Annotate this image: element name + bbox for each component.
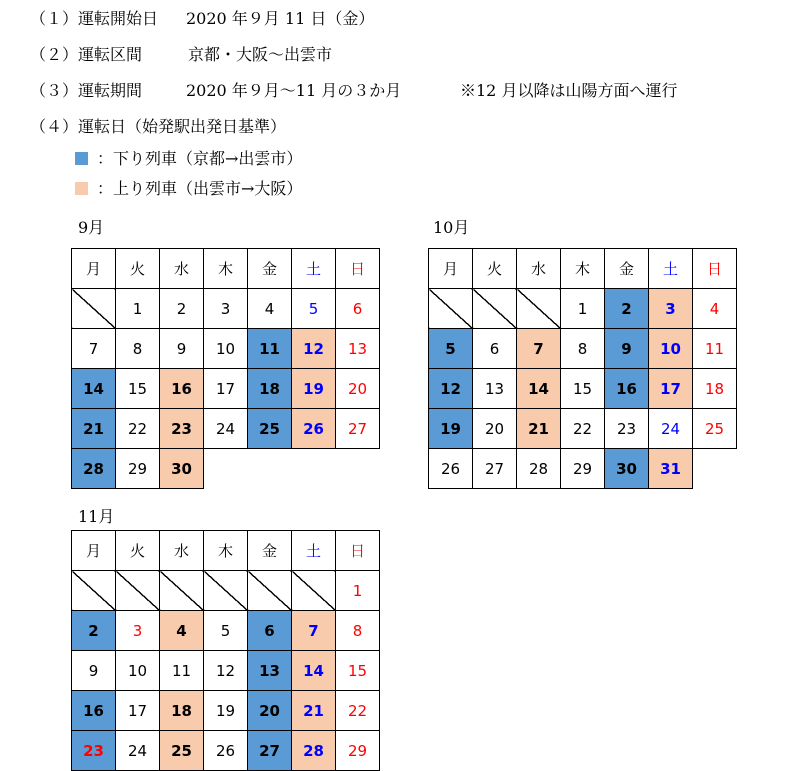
day-cell: 18: [160, 691, 204, 731]
day-cell: 20: [248, 691, 292, 731]
day-cell: 28: [292, 731, 336, 771]
day-cell: 18: [248, 369, 292, 409]
day-cell: 2: [160, 289, 204, 329]
day-cell: 24: [649, 409, 693, 449]
day-cell: 25: [248, 409, 292, 449]
day-cell: 5: [429, 329, 473, 369]
day-cell: 8: [116, 329, 160, 369]
day-cell: 27: [248, 731, 292, 771]
day-cell: 14: [292, 651, 336, 691]
blank-day-cell: [72, 571, 116, 611]
day-cell: 2: [72, 611, 116, 651]
day-cell: 26: [429, 449, 473, 489]
info-operation-days-label: （４）運転日（始発駅出発日基準）: [30, 117, 287, 136]
day-cell: 25: [160, 731, 204, 771]
info-route-label: （２）運転区間: [30, 45, 143, 64]
day-cell: 29: [336, 731, 380, 771]
day-cell: 4: [248, 289, 292, 329]
blank-day-cell: [116, 571, 160, 611]
day-cell: 10: [116, 651, 160, 691]
day-cell: 20: [473, 409, 517, 449]
weekday-header: 木: [204, 531, 248, 571]
weekday-header-row: [72, 531, 380, 571]
day-cell: 8: [561, 329, 605, 369]
week-row: [72, 611, 380, 651]
day-cell: 23: [605, 409, 649, 449]
day-cell: 11: [160, 651, 204, 691]
day-cell: 15: [336, 651, 380, 691]
day-cell: 11: [693, 329, 737, 369]
weekday-header: 木: [561, 249, 605, 289]
week-row: [72, 409, 380, 449]
day-cell: 10: [204, 329, 248, 369]
empty-cell: [292, 449, 336, 489]
weekday-header: 水: [160, 249, 204, 289]
weekday-header: 金: [605, 249, 649, 289]
day-cell: 23: [160, 409, 204, 449]
weekday-header: 金: [248, 531, 292, 571]
info-period-label: （３）運転期間: [30, 81, 143, 100]
day-cell: 24: [204, 409, 248, 449]
legend-down-text: ：下り列車（京都→出雲市）: [97, 149, 303, 168]
day-cell: 7: [72, 329, 116, 369]
blank-day-cell: [292, 571, 336, 611]
weekday-header: 土: [292, 249, 336, 289]
day-cell: 14: [72, 369, 116, 409]
info-period-note: ※12 月以降は山陽方面へ運行: [460, 81, 678, 100]
day-cell: 19: [292, 369, 336, 409]
month-title-sep: 9月: [78, 218, 105, 237]
day-cell: 21: [517, 409, 561, 449]
day-cell: 9: [72, 651, 116, 691]
day-cell: 13: [473, 369, 517, 409]
weekday-header-row: [429, 249, 737, 289]
info-start-date-label: （１）運転開始日: [30, 9, 159, 28]
weekday-header-row: [72, 249, 380, 289]
calendar-sep: [71, 248, 380, 489]
day-cell: 18: [693, 369, 737, 409]
week-row: [429, 409, 737, 449]
day-cell: 19: [429, 409, 473, 449]
weekday-header: 日: [693, 249, 737, 289]
day-cell: 15: [116, 369, 160, 409]
day-cell: 13: [248, 651, 292, 691]
week-row: [429, 449, 737, 489]
empty-cell: [336, 449, 380, 489]
legend-up-text: ：上り列車（出雲市→大阪）: [97, 179, 303, 198]
day-cell: 1: [336, 571, 380, 611]
day-cell: 5: [292, 289, 336, 329]
weekday-header: 木: [204, 249, 248, 289]
day-cell: 29: [116, 449, 160, 489]
week-row: [429, 329, 737, 369]
day-cell: 28: [517, 449, 561, 489]
month-title-nov: 11月: [78, 507, 115, 526]
day-cell: 16: [72, 691, 116, 731]
weekday-header: 日: [336, 531, 380, 571]
day-cell: 10: [649, 329, 693, 369]
blank-day-cell: [72, 289, 116, 329]
week-row: [429, 369, 737, 409]
blank-day-cell: [204, 571, 248, 611]
day-cell: 7: [517, 329, 561, 369]
weekday-header: 日: [336, 249, 380, 289]
blank-day-cell: [248, 571, 292, 611]
day-cell: 6: [336, 289, 380, 329]
day-cell: 20: [336, 369, 380, 409]
weekday-header: 月: [429, 249, 473, 289]
day-cell: 16: [160, 369, 204, 409]
day-cell: 12: [204, 651, 248, 691]
day-cell: 8: [336, 611, 380, 651]
day-cell: 31: [649, 449, 693, 489]
day-cell: 15: [561, 369, 605, 409]
week-row: [72, 369, 380, 409]
day-cell: 9: [160, 329, 204, 369]
weekday-header: 水: [160, 531, 204, 571]
legend-up-swatch: [75, 182, 88, 195]
day-cell: 17: [649, 369, 693, 409]
weekday-header: 火: [473, 249, 517, 289]
blank-day-cell: [160, 571, 204, 611]
day-cell: 22: [561, 409, 605, 449]
day-cell: 11: [248, 329, 292, 369]
legend-down-swatch: [75, 152, 88, 165]
day-cell: 3: [649, 289, 693, 329]
info-start-date-value: 2020 年９月 11 日（金）: [186, 9, 375, 28]
month-title-oct: 10月: [433, 218, 470, 237]
day-cell: 1: [561, 289, 605, 329]
week-row: [72, 329, 380, 369]
weekday-header: 金: [248, 249, 292, 289]
empty-cell: [693, 449, 737, 489]
day-cell: 4: [160, 611, 204, 651]
day-cell: 12: [292, 329, 336, 369]
day-cell: 6: [248, 611, 292, 651]
day-cell: 9: [605, 329, 649, 369]
weekday-header: 水: [517, 249, 561, 289]
day-cell: 26: [292, 409, 336, 449]
day-cell: 22: [116, 409, 160, 449]
day-cell: 19: [204, 691, 248, 731]
weekday-header: 月: [72, 249, 116, 289]
weekday-header: 土: [649, 249, 693, 289]
day-cell: 28: [72, 449, 116, 489]
day-cell: 3: [204, 289, 248, 329]
day-cell: 16: [605, 369, 649, 409]
calendar-nov: [71, 530, 380, 771]
day-cell: 4: [693, 289, 737, 329]
day-cell: 14: [517, 369, 561, 409]
blank-day-cell: [473, 289, 517, 329]
blank-day-cell: [429, 289, 473, 329]
day-cell: 17: [204, 369, 248, 409]
day-cell: 29: [561, 449, 605, 489]
day-cell: 30: [160, 449, 204, 489]
weekday-header: 火: [116, 531, 160, 571]
week-row: [429, 289, 737, 329]
info-period-value: 2020 年９月～11 月の３か月: [186, 81, 402, 100]
day-cell: 30: [605, 449, 649, 489]
day-cell: 3: [116, 611, 160, 651]
day-cell: 27: [473, 449, 517, 489]
week-row: [72, 449, 380, 489]
empty-cell: [204, 449, 248, 489]
day-cell: 17: [116, 691, 160, 731]
day-cell: 21: [292, 691, 336, 731]
empty-cell: [248, 449, 292, 489]
info-route-value: 京都・大阪～出雲市: [188, 45, 333, 64]
week-row: [72, 651, 380, 691]
day-cell: 23: [72, 731, 116, 771]
day-cell: 6: [473, 329, 517, 369]
day-cell: 26: [204, 731, 248, 771]
blank-day-cell: [517, 289, 561, 329]
day-cell: 21: [72, 409, 116, 449]
day-cell: 13: [336, 329, 380, 369]
day-cell: 22: [336, 691, 380, 731]
day-cell: 7: [292, 611, 336, 651]
week-row: [72, 691, 380, 731]
day-cell: 12: [429, 369, 473, 409]
day-cell: 27: [336, 409, 380, 449]
weekday-header: 月: [72, 531, 116, 571]
day-cell: 5: [204, 611, 248, 651]
week-row: [72, 571, 380, 611]
weekday-header: 火: [116, 249, 160, 289]
day-cell: 25: [693, 409, 737, 449]
day-cell: 2: [605, 289, 649, 329]
week-row: [72, 289, 380, 329]
week-row: [72, 731, 380, 771]
calendar-oct: [428, 248, 737, 489]
day-cell: 1: [116, 289, 160, 329]
day-cell: 24: [116, 731, 160, 771]
weekday-header: 土: [292, 531, 336, 571]
